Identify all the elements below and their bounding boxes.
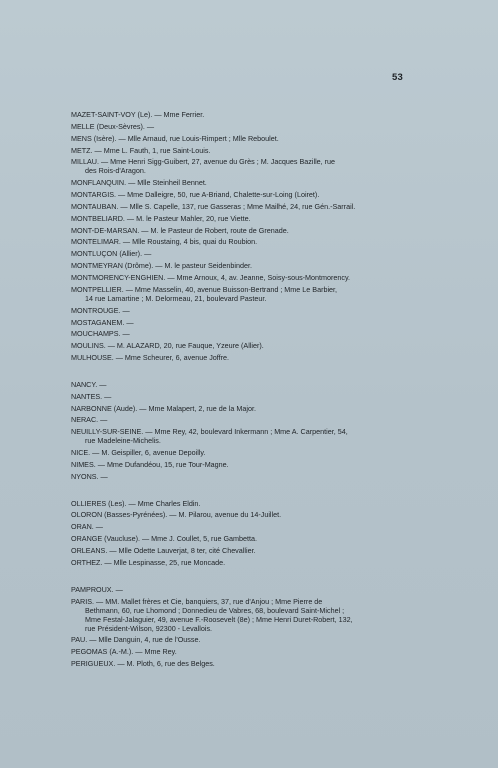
directory-entry bbox=[71, 647, 411, 656]
letter-section bbox=[71, 499, 411, 567]
directory-entry bbox=[71, 214, 411, 223]
entry-line: NERAC. — bbox=[71, 415, 108, 425]
directory-entry bbox=[71, 460, 411, 469]
directory-entry bbox=[71, 261, 411, 270]
entry-line: NANTES. — bbox=[71, 391, 112, 401]
entry-line: MONT-DE-MARSAN. — M. le Pasteur de Robert, route de Grenade. bbox=[71, 225, 289, 235]
entry-line: ORLEANS. — Mlle Odette Lauverjat, 8 ter, cité Chevallier. bbox=[71, 546, 256, 555]
entry-line: MONTAUBAN. — Mlle S. Capelle, 137, rue Gasseras ; Mme Mailhé, 24, rue Gén.-Sarrail. bbox=[71, 201, 356, 211]
entry-line: MONTMEYRAN (Drôme). — M. le pasteur Seidenbinder. bbox=[71, 261, 252, 271]
directory-entry bbox=[71, 558, 411, 567]
entry-line: MILLAU. — Mme Henri Sigg-Guibert, 27, avenue du Grès ; M. Jacques Bazille, rue bbox=[71, 157, 336, 167]
directory-entry bbox=[71, 249, 411, 258]
entry-line: MOULINS. — M. ALAZARD, 20, rue Fauque, Yzeure (Allier). bbox=[71, 341, 264, 351]
entry-line: OLLIERES (Les). — Mme Charles Eldin. bbox=[71, 498, 201, 508]
directory-entry bbox=[71, 635, 411, 644]
directory-entry bbox=[71, 448, 411, 457]
directory-entry bbox=[71, 392, 411, 401]
directory-entry bbox=[71, 318, 411, 327]
entry-continuation-line: rue Madeleine-Michelis. bbox=[85, 436, 161, 446]
directory-entry bbox=[71, 472, 411, 481]
entry-continuation-line: rue Président-Wilson, 92300 - Levallois. bbox=[85, 623, 213, 633]
directory-entry bbox=[71, 329, 411, 338]
entry-line: MONTROUGE. — bbox=[71, 305, 130, 315]
entry-continuation-line: 14 rue Lamartine ; M. Delormeau, 21, boulevard Pasteur. bbox=[85, 293, 267, 303]
entry-line: NARBONNE (Aude). — Mme Malapert, 2, rue de la Major. bbox=[71, 403, 256, 413]
section-gap bbox=[71, 570, 411, 585]
entry-line: MONTELIMAR. — Mlle Roustaing, 4 bis, quai du Roubion. bbox=[71, 237, 258, 247]
entry-line: MONTLUÇON (Allier). — bbox=[71, 249, 152, 259]
page-number: 53 bbox=[392, 72, 403, 83]
entry-line: NEUILLY-SUR-SEINE. — Mme Rey, 42, boulevard Inkermann ; Mme A. Carpentier, 54, bbox=[71, 427, 348, 437]
directory-entry bbox=[71, 597, 411, 633]
entry-line: MAZET-SAINT-VOY (Le). — Mme Ferrier. bbox=[71, 110, 205, 119]
letter-section bbox=[71, 585, 411, 668]
directory-entry bbox=[71, 415, 411, 424]
directory-entry bbox=[71, 146, 411, 155]
entry-line: NICE. — M. Geispiller, 6, avenue Depoilly. bbox=[71, 448, 206, 458]
entry-line: MOSTAGANEM. — bbox=[71, 317, 134, 327]
directory-entry bbox=[71, 157, 411, 175]
directory-entry bbox=[71, 237, 411, 246]
directory-listing bbox=[71, 110, 411, 671]
directory-entry bbox=[71, 353, 411, 362]
entry-line: PAMPROUX. — bbox=[71, 584, 123, 594]
entry-line: ORTHEZ. — Mlle Lespinasse, 25, rue Moncade. bbox=[71, 557, 226, 567]
entry-line: PAU. — Mlle Danguin, 4, rue de l'Ousse. bbox=[71, 635, 201, 645]
directory-entry bbox=[71, 110, 411, 119]
directory-entry bbox=[71, 585, 411, 594]
directory-entry bbox=[71, 273, 411, 282]
entry-line: NIMES. — Mme Dufandéou, 15, rue Tour-Magne. bbox=[71, 459, 229, 469]
directory-entry bbox=[71, 380, 411, 389]
entry-line: PERIGUEUX. — M. Ploth, 6, rue des Belges. bbox=[71, 659, 215, 669]
directory-entry bbox=[71, 659, 411, 668]
directory-entry bbox=[71, 522, 411, 531]
directory-entry bbox=[71, 534, 411, 543]
entry-line: MONTPELLIER. — Mme Masselin, 40, avenue Buisson-Bertrand ; Mme Le Barbier, bbox=[71, 284, 338, 294]
directory-entry bbox=[71, 510, 411, 519]
entry-line: METZ. — Mme L. Fauth, 1, rue Saint-Louis. bbox=[71, 145, 211, 155]
entry-line: OLORON (Basses-Pyrénées). — M. Pilarou, avenue du 14-Juillet. bbox=[71, 510, 282, 520]
directory-entry bbox=[71, 427, 411, 445]
entry-line: MONTMORENCY-ENGHIEN. — Mme Arnoux, 4, av. Jeanne, Soisy-sous-Montmorency. bbox=[71, 272, 351, 282]
entry-line: MOUCHAMPS. — bbox=[71, 329, 130, 339]
entry-line: MONTARGIS. — Mme Dalleigre, 50, rue A-Briand, Chalette-sur-Loing (Loiret). bbox=[71, 190, 320, 200]
entry-line: ORAN. — bbox=[71, 522, 103, 532]
letter-section bbox=[71, 380, 411, 481]
entry-line: MONFLANQUIN. — Mlle Steinheil Bennet. bbox=[71, 178, 207, 188]
entry-line: PEGOMAS (A.-M.). — Mme Rey. bbox=[71, 647, 177, 657]
entry-line: MELLE (Deux-Sèvres). — bbox=[71, 121, 155, 131]
entry-line: ORANGE (Vaucluse). — Mme J. Coullet, 5, rue Gambetta. bbox=[71, 534, 258, 544]
section-gap bbox=[71, 365, 411, 380]
letter-section bbox=[71, 110, 411, 362]
entry-line: MULHOUSE. — Mme Scheurer, 6, avenue Joffre. bbox=[71, 353, 230, 363]
entry-continuation-line: Bethmann, 60, rue Lhomond ; Donnedieu de Vabres, 68, boulevard Saint-Michel ; bbox=[85, 605, 345, 615]
directory-entry bbox=[71, 122, 411, 131]
directory-entry bbox=[71, 202, 411, 211]
directory-entry bbox=[71, 190, 411, 199]
directory-entry bbox=[71, 499, 411, 508]
directory-entry bbox=[71, 134, 411, 143]
entry-line: PARIS. — MM. Mallet frères et Cie, banquiers, 37, rue d'Anjou ; Mme Pierre de bbox=[71, 596, 323, 606]
entry-continuation-line: Mme Festal-Jalaguier, 49, avenue F.-Roosevelt (8e) ; Mme Henri Duret-Robert, 132, bbox=[85, 614, 353, 624]
entry-line: MENS (Isère). — Mlle Arnaud, rue Louis-Rimpert ; Mlle Reboulet. bbox=[71, 133, 279, 143]
section-gap bbox=[71, 484, 411, 499]
entry-continuation-line: des Rois-d'Aragon. bbox=[85, 166, 146, 176]
entry-line: NYONS. — bbox=[71, 471, 108, 481]
entry-line: NANCY. — bbox=[71, 379, 107, 389]
directory-entry bbox=[71, 178, 411, 187]
directory-entry bbox=[71, 546, 411, 555]
directory-entry bbox=[71, 306, 411, 315]
entry-line: MONTBELIARD. — M. le Pasteur Mahler, 20, rue Viette. bbox=[71, 213, 251, 223]
directory-entry bbox=[71, 341, 411, 350]
directory-entry bbox=[71, 404, 411, 413]
directory-entry bbox=[71, 285, 411, 303]
directory-entry bbox=[71, 226, 411, 235]
